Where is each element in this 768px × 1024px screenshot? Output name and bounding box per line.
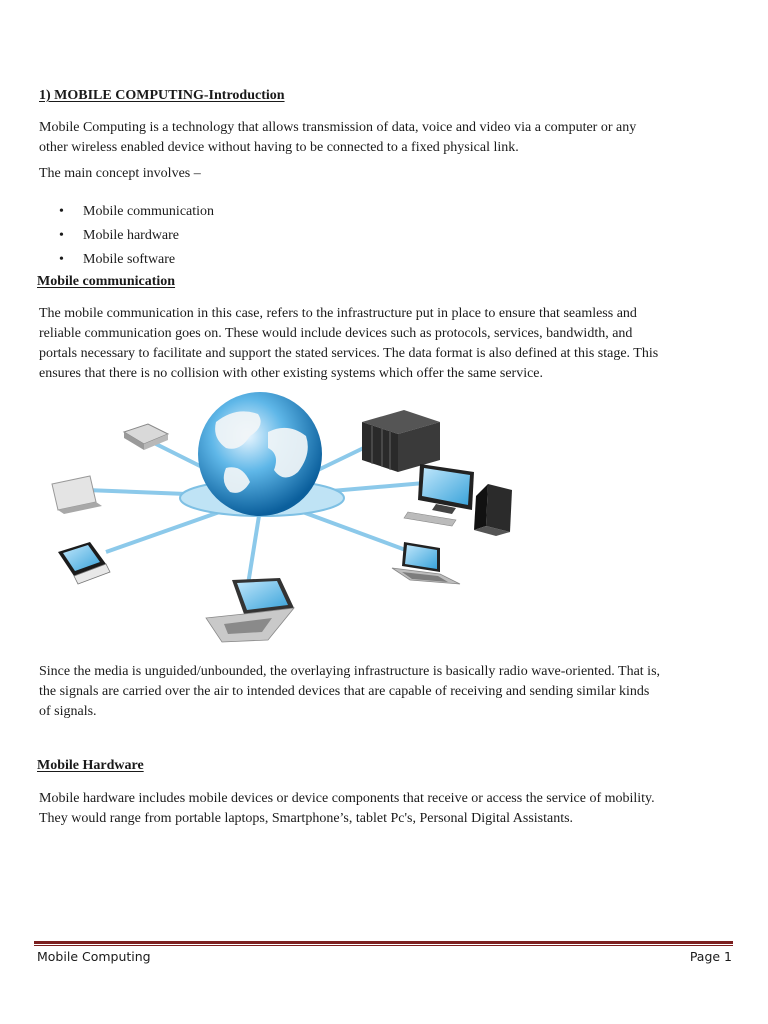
- bullet-icon: •: [59, 228, 64, 243]
- paragraph-line: the signals are carried over the air to intended devices that are capable of receiving and sending similar kinds: [39, 684, 650, 699]
- mobile-communication-paragraph: [39, 304, 739, 384]
- section-heading-mobile-communication: Mobile communication: [37, 274, 176, 289]
- paragraph-line: ensures that there is no collision with other existing systems which offer the same service.: [39, 366, 544, 381]
- intro-paragraph: [39, 118, 739, 158]
- intro-line: other wireless enabled device without having to be connected to a fixed physical link.: [39, 140, 519, 155]
- footer-rule: [34, 941, 733, 944]
- concept-intro: The main concept involves –: [39, 166, 201, 181]
- intro-line: Mobile Computing is a technology that allows transmission of data, voice and video via a computer or any: [39, 120, 637, 135]
- footer-rule-thin: [34, 945, 733, 946]
- list-item-text: Mobile hardware: [83, 228, 180, 243]
- media-paragraph: [39, 662, 739, 722]
- paragraph-line: Mobile hardware includes mobile devices or device components that receive or access the service of mobility.: [39, 791, 655, 806]
- bullet-icon: •: [59, 204, 64, 219]
- page-number: Page 1: [689, 949, 732, 964]
- paragraph-line: reliable communication goes on. These would include devices such as protocols, services, bandwidth, and: [39, 326, 633, 341]
- desktop-computer-icon: [404, 464, 512, 536]
- paragraph-line: portals necessary to facilitate and support the stated services. The data format is also defined at this stage. This: [39, 346, 659, 361]
- paragraph-line: of signals.: [39, 704, 97, 719]
- paragraph-line: They would range from portable laptops, Smartphone’s, tablet Pc's, Personal Digital Assistants.: [39, 811, 574, 826]
- paragraph-line: Since the media is unguided/unbounded, the overlaying infrastructure is basically radio wave-oriented. That is,: [39, 664, 661, 679]
- section-heading-intro: 1) MOBILE COMPUTING-Introduction: [39, 88, 285, 103]
- list-item: [39, 224, 214, 248]
- section-heading-mobile-hardware: Mobile Hardware: [37, 758, 144, 773]
- mobile-hardware-paragraph: [39, 789, 739, 829]
- footer-title: Mobile Computing: [37, 949, 151, 964]
- laptop-icon: [206, 578, 294, 642]
- tablet-icon: [58, 542, 110, 584]
- list-item-text: Mobile software: [83, 252, 176, 267]
- list-item: [39, 200, 214, 224]
- network-illustration: [36, 392, 556, 654]
- list-item: [39, 248, 214, 272]
- bullet-icon: •: [59, 252, 64, 267]
- list-item-text: Mobile communication: [83, 204, 215, 219]
- concept-list: [39, 200, 214, 272]
- laptop-gray-icon: [52, 476, 102, 514]
- paragraph-line: The mobile communication in this case, refers to the infrastructure put in place to ensure that seamless and: [39, 306, 637, 321]
- server-rack-icon: [362, 410, 440, 472]
